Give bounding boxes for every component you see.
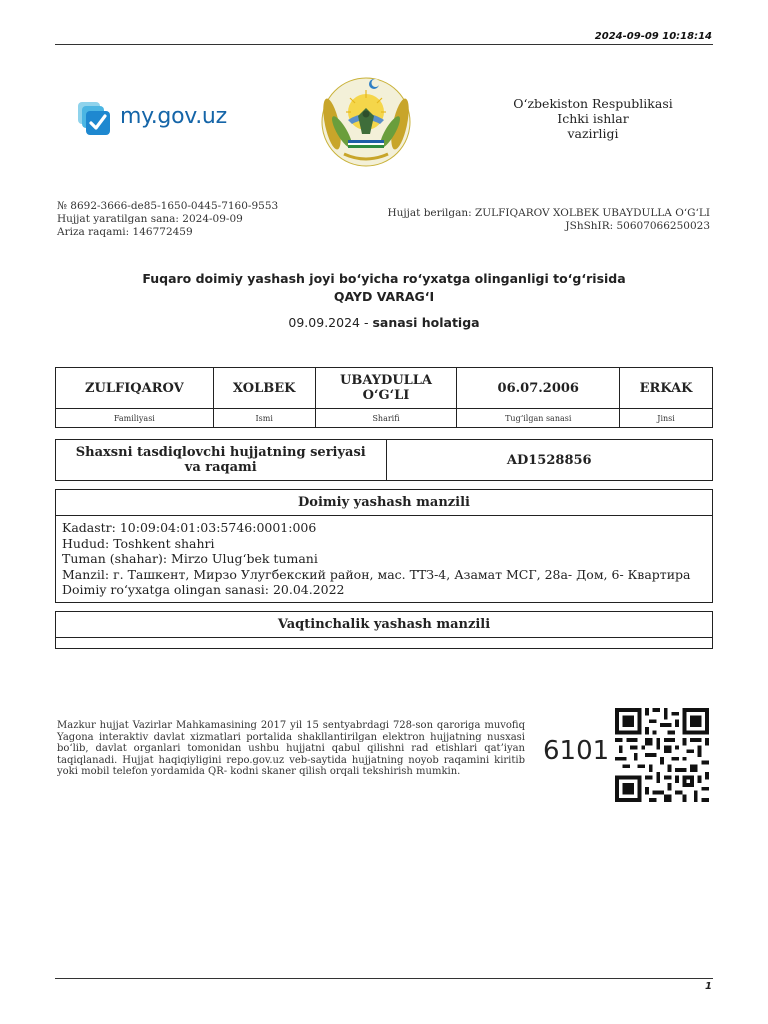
mygov-check-icon [76,100,112,138]
temporary-address-details [56,638,712,648]
mygov-logo [76,100,236,140]
gender-label: Jinsi [620,409,713,428]
temporary-address-heading: Vaqtinchalik yashash manzili [56,612,712,638]
status-date [0,315,768,330]
surname-label: Familiyasi [56,409,214,428]
birthdate-label: Tug‘ilgan sanasi [457,409,620,428]
district-line: Tuman (shahar): Mirzo Ulug‘bek tumani [62,551,318,566]
ministry-line-2: Ichki ishlar [557,111,629,126]
ministry-line-3: vazirligi [567,126,619,141]
document-number: № 8692-3666-de85-1650-0445-7160-9553 [57,200,279,212]
state-emblem-icon [318,72,414,168]
permanent-address-section [55,489,713,603]
page-number: 1 [705,981,712,992]
region-line: Hudud: Toshkent shahri [62,535,215,551]
permanent-address-heading: Doimiy yashash manzili [56,490,712,516]
status-date-value: 09.09.2024 - [288,315,369,330]
name-value: XOLBEK [213,368,315,409]
surname-value: ZULFIQAROV [56,368,214,409]
patronymic-label: Sharifi [315,409,457,428]
title-line-2: QAYD VARAG‘I [333,289,435,304]
bottom-divider [55,978,713,979]
address-line: Manzil: г. Ташкент, Мирзо Улугбекский район, мас. ТТЗ-4, Азамат МСГ, 28а- Дом, 6- Квартира [62,566,691,582]
id-document-label: Shaxsni tasdiqlovchi hujjatning seriyasi va raqami [56,440,387,481]
ministry-name [498,96,688,141]
status-date-suffix: sanasi holatiga [372,315,480,330]
application-number: Ariza raqami: 146772459 [57,226,193,238]
top-divider [55,44,713,45]
recipient-meta [387,207,710,233]
id-document-table [55,439,713,481]
temporary-address-section [55,611,713,649]
qr-code-icon[interactable] [612,708,712,802]
pinfl: JShShIR: 50607066250023 [565,220,710,232]
person-table [55,367,713,428]
document-timestamp: 2024-09-09 10:18:14 [594,31,712,42]
verification-code: 6101 [543,736,610,766]
legal-notice: Mazkur hujjat Vazirlar Mahkamasining 2017 yil 15 sentyabrdagi 728-son qaroriga muvofiq Yagona interaktiv davlat xizmatlari portalida shakllantirilgan elektron hujjatning nusxasi bo‘lib, davlat organlari tomonidan ushbu hujjatni qabul qilishni rad etishlari qat’iyan taqiqlanadi. Hujjat haqiqiyligini repo.gov.uz veb-saytida hujjatning noyob raqamini kiritib yoki mobil telefon yordamida QR- kodni skaner qilish orqali tekshirish mumkin. [57,720,525,777]
document-title [0,270,768,306]
patronymic-value: UBAYDULLA O‘G‘LI [315,368,457,409]
registration-date-line: Doimiy ro‘yxatga olingan sanasi: 20.04.2022 [62,582,345,597]
ministry-line-1: O‘zbekiston Respublikasi [513,96,673,111]
id-document-value: AD1528856 [386,440,712,481]
title-line-1: Fuqaro doimiy yashash joyi bo‘yicha ro‘yxatga olinganligi to‘g‘risida [142,271,626,286]
cadastre-line: Kadastr: 10:09:04:01:03:5746:0001:006 [62,520,317,535]
document-meta [57,200,278,239]
permanent-address-details [56,516,712,602]
mygov-logo-text: my.gov.uz [120,104,227,129]
created-date: Hujjat yaratilgan sana: 2024-09-09 [57,213,243,225]
name-label: Ismi [213,409,315,428]
gender-value: ERKAK [620,368,713,409]
birthdate-value: 06.07.2006 [457,368,620,409]
issued-to: Hujjat berilgan: ZULFIQAROV XOLBEK UBAYDULLA O‘G‘LI [387,207,710,219]
